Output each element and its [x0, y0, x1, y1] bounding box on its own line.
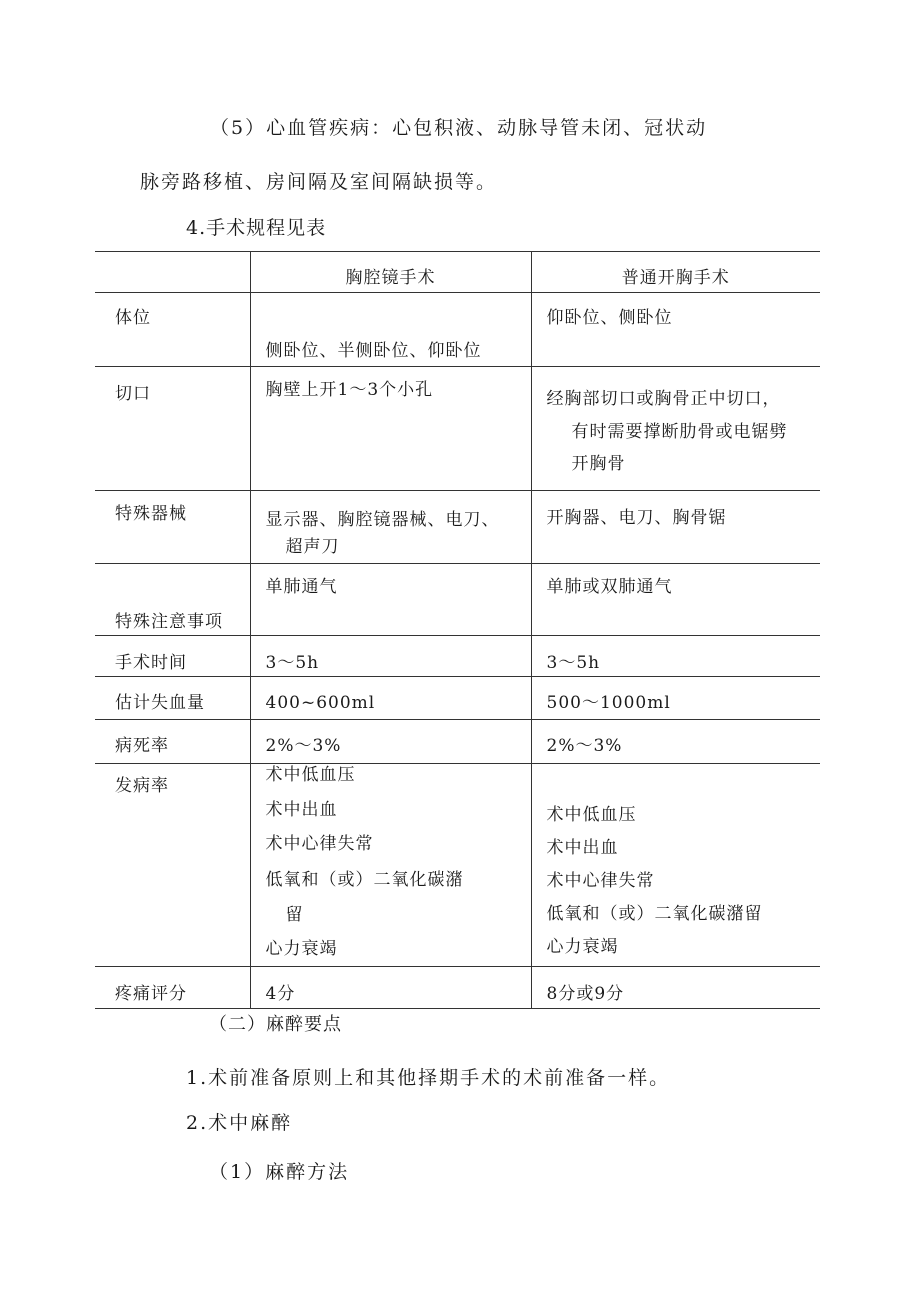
open-value-line2: 有时需要撑断肋骨或电锯劈: [571, 422, 788, 442]
table-caption: 4.手术规程见表: [186, 217, 327, 239]
vats-value-line2: 术中出血: [265, 800, 338, 820]
vats-value-line2: 超声刀: [285, 537, 340, 557]
table-row: [95, 636, 820, 677]
vats-value-line3: 术中心律失常: [265, 834, 374, 854]
row-label: 特殊器械: [115, 504, 187, 524]
paragraph-cardiovascular-line1: （5）心血管疾病：心包积液、动脉导管未闭、冠状动: [210, 117, 708, 139]
row-label: 手术时间: [115, 653, 187, 673]
anesthesia-item-2: 2.术中麻醉: [186, 1112, 293, 1134]
table-row: [95, 491, 820, 564]
open-value-line3: 开胸骨: [571, 454, 626, 474]
row-label: 切口: [115, 384, 151, 404]
vats-value: 侧卧位、半侧卧位、仰卧位: [265, 341, 482, 361]
open-value: 单肺或双肺通气: [546, 577, 673, 597]
open-value-line5: 心力衰竭: [546, 937, 619, 957]
open-value: 仰卧位、侧卧位: [546, 308, 673, 328]
vats-value-line5: 留: [285, 905, 304, 925]
vats-value: 胸壁上开1～3个小孔: [265, 380, 434, 400]
table-row: [95, 764, 820, 967]
vats-value-line1: 术中低血压: [265, 765, 356, 785]
row-label: 特殊注意事项: [115, 612, 223, 632]
header-cell-open: [531, 252, 820, 293]
table-row: [95, 367, 820, 491]
open-value: 开胸器、电刀、胸骨锯: [546, 508, 727, 528]
table-header-row: [95, 252, 820, 293]
row-label: 疼痛评分: [115, 984, 187, 1004]
vats-value: 4分: [265, 984, 296, 1004]
table-row: [95, 967, 820, 1009]
open-value: 500～1000ml: [546, 693, 671, 713]
open-value-line4: 低氧和（或）二氧化碳潴留: [546, 904, 763, 924]
open-value-line1: 经胸部切口或胸骨正中切口，: [546, 389, 781, 409]
anesthesia-item-3: （1）麻醉方法: [209, 1161, 350, 1183]
paragraph-cardiovascular-line2: 脉旁路移植、房间隔及室间隔缺损等。: [140, 171, 498, 193]
open-value: 3～5h: [546, 653, 601, 673]
table-row: [95, 564, 820, 636]
header-cell-vats: [250, 252, 531, 293]
table-row: [95, 720, 820, 764]
section-heading-anesthesia: （二）麻醉要点: [209, 1014, 342, 1035]
open-value-line1: 术中低血压: [546, 805, 637, 825]
open-value: 2%～3%: [546, 736, 623, 756]
header-cell-empty: [95, 252, 250, 293]
header-open-label: 普通开胸手术: [621, 268, 730, 288]
vats-value-line6: 心力衰竭: [265, 939, 338, 959]
open-value-line3: 术中心律失常: [546, 871, 655, 891]
anesthesia-item-1: 1.术前准备原则上和其他择期手术的术前准备一样。: [186, 1067, 671, 1089]
vats-value: 400~600ml: [265, 693, 376, 713]
row-label: 病死率: [115, 736, 169, 756]
row-label: 发病率: [115, 776, 169, 796]
table-row: [95, 293, 820, 367]
surgery-procedure-table: [95, 251, 820, 1009]
vats-value: 单肺通气: [265, 577, 338, 597]
table-row: [95, 677, 820, 720]
row-label: 估计失血量: [115, 693, 205, 713]
header-vats-label: 胸腔镜手术: [345, 268, 436, 288]
open-value: 8分或9分: [546, 984, 625, 1004]
vats-value: 2%～3%: [265, 736, 342, 756]
vats-value-line4: 低氧和（或）二氧化碳潴: [265, 870, 464, 890]
vats-value-line1: 显示器、胸腔镜器械、电刀、: [265, 510, 500, 530]
row-label: 体位: [115, 308, 151, 328]
open-value-line2: 术中出血: [546, 838, 619, 858]
vats-value: 3～5h: [265, 653, 320, 673]
